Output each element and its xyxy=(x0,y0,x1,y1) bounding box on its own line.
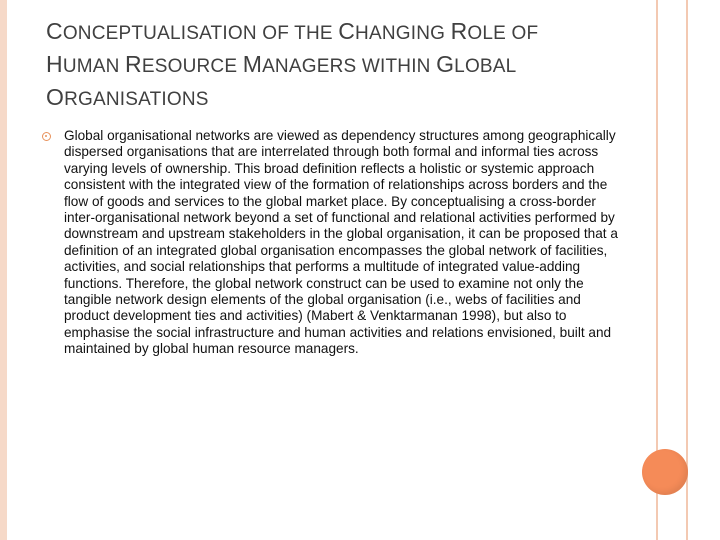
slide-title xyxy=(46,16,636,115)
circle-bullet-icon xyxy=(42,132,51,141)
title-initial: G xyxy=(436,51,455,77)
title-segment: ONCEPTUALISATION OF THE xyxy=(62,23,339,44)
decorative-rail xyxy=(686,0,688,540)
title-segment: UMAN xyxy=(62,56,126,77)
title-initial: R xyxy=(125,51,142,77)
decorative-circle xyxy=(642,449,688,495)
title-segment: RGANISATIONS xyxy=(64,89,209,110)
title-segment: ESOURCE xyxy=(141,56,243,77)
title-initial: H xyxy=(46,51,63,77)
title-initial: C xyxy=(46,18,63,44)
title-segment: OLE OF xyxy=(467,23,539,44)
slide-left-border xyxy=(0,0,7,540)
title-segment: ANAGERS WITHIN xyxy=(262,56,437,77)
title-initial: R xyxy=(450,18,468,44)
title-segment: LOBAL xyxy=(454,56,517,77)
bullet-text: Global organisational networks are viewed as dependency structures among geographically dispersed organisations that are interrelated through both formal and informal ties across varying levels of ownership. This broad definition reflects a holistic or systemic approach consistent with the integrated view of the formation of relationships across borders and the flow of goods and services to the global market place. By conceptualising a cross-border inter-organisational network beyond a set of functional and relational activities performed by downstream and upstream stakeholders in the global organisation, it can be proposed that a definition of an integrated global organisation encompasses the global network of facilities, activities, and social relationships that performs a multitude of integrated value-adding functions. Therefore, the global network construct can be used to examine not only the tangible network design elements of the global organisation (i.e., webs of facilities and product development ties and activities) (Mabert & Venktarmanan 1998), but also to emphasise the social infrastructure and human activities and relations envisioned, built and maintained by global human resource managers. xyxy=(64,128,618,357)
title-initial: O xyxy=(46,84,65,110)
title-segment: HANGING xyxy=(355,23,451,44)
title-initial: C xyxy=(338,18,356,44)
title-initial: M xyxy=(242,51,263,77)
